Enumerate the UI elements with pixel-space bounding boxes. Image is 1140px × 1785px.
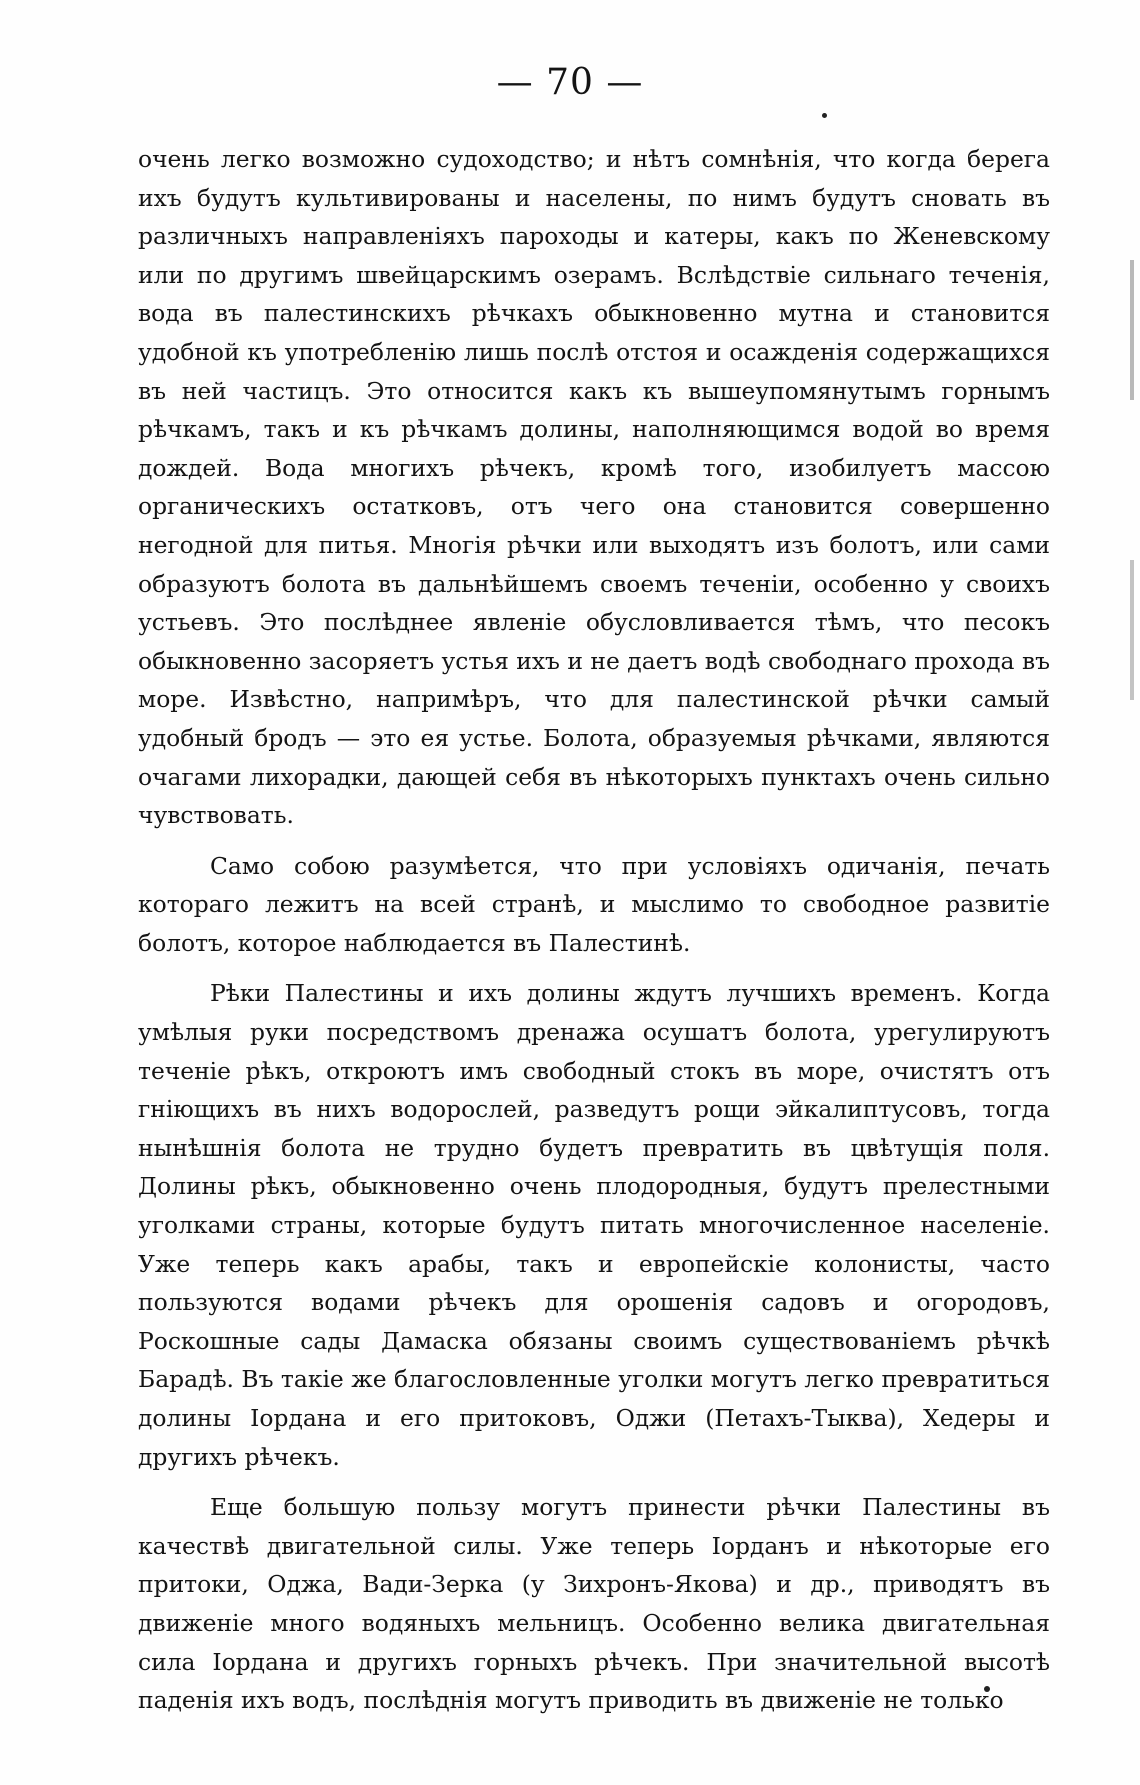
paragraph-4: Еще большую пользу могутъ принести рѣчки Палестины въ качествѣ двигательной силы. Уже теперь Іорданъ и нѣкоторые его притоки, Оджа, Вади-Зерка (у Зихронъ-Якова) и др., приводятъ въ движеніе много водяныхъ мельницъ. Особенно велика двигательная сила Іордана и другихъ горныхъ рѣчекъ. При значительной высотѣ паденія ихъ водъ, послѣднія могутъ приводить въ движеніе не только	[138, 1493, 1050, 1715]
paragraph-2: Само собою разумѣется, что при условіяхъ одичанія, печать котораго лежитъ на всей странѣ, и мыслимо то свободное развитіе болотъ, которое наблюдается въ Палестинѣ.	[138, 851, 1050, 957]
scan-edge-mark	[1130, 260, 1134, 400]
page-number: — 70 —	[496, 62, 644, 103]
paragraph-1: очень легко возможно судоходство; и нѣтъ сомнѣнія, что когда берега ихъ будутъ культивированы и населены, по нимъ будутъ сновать въ различныхъ направленіяхъ пароходы и катеры, какъ по Женевскому или по другимъ швейцарскимъ озерамъ. Вслѣдствіе сильнаго теченія, вода въ палестинскихъ рѣчкахъ обыкновенно мутна и становится удобной къ употребленію лишь послѣ отстоя и осажденія содержащихся въ ней частицъ. Это относится какъ къ вышеупомянутымъ горнымъ рѣчкамъ, такъ и къ рѣчкамъ долины, наполняющимся водой во время дождей. Вода многихъ рѣчекъ, кромѣ того, изобилуетъ массою органическихъ остатковъ, отъ чего она становится совершенно негодной для питья. Многія рѣчки или выходятъ изъ болотъ, или сами образуютъ болота въ дальнѣйшемъ своемъ теченіи, особенно у своихъ устьевъ. Это послѣднее явленіе обусловливается тѣмъ, что песокъ обыкновенно засоряетъ устья ихъ и не даетъ водѣ свободнаго прохода въ море. Извѣстно, напримѣръ, что для палестинской рѣчки самый удобный бродъ — это ея устье. Болота, образуемыя рѣчками, являются очагами лихорадки, дающей себя въ нѣкоторыхъ пунктахъ очень сильно чувствовать.	[138, 145, 1050, 830]
print-speck	[822, 113, 827, 118]
paragraph-3: Рѣки Палестины и ихъ долины ждутъ лучшихъ временъ. Когда умѣлыя руки посредствомъ дренажа осушатъ болота, урегулируютъ теченіе рѣкъ, откроютъ имъ свободный стокъ въ море, очистятъ отъ гніющихъ въ нихъ водорослей, разведутъ рощи эйкалиптусовъ, тогда нынѣшнія болота не трудно будетъ превратить въ цвѣтущія поля. Долины рѣкъ, обыкновенно очень плодородныя, будутъ прелестными уголками страны, которые будутъ питать многочисленное населеніе. Уже теперь какъ арабы, такъ и европейскіе колонисты, часто пользуются водами рѣчекъ для орошенія садовъ и огородовъ, Роскошные сады Дамаска обязаны своимъ существованіемъ рѣчкѣ Барадѣ. Въ такіе же благословленные уголки могутъ легко превратиться долины Іордана и его притоковъ, Оджи (Петахъ-Тыква), Хедеры и другихъ рѣчекъ.	[138, 979, 1051, 1471]
scan-edge-mark	[1130, 560, 1134, 700]
body-text	[138, 140, 1050, 1720]
